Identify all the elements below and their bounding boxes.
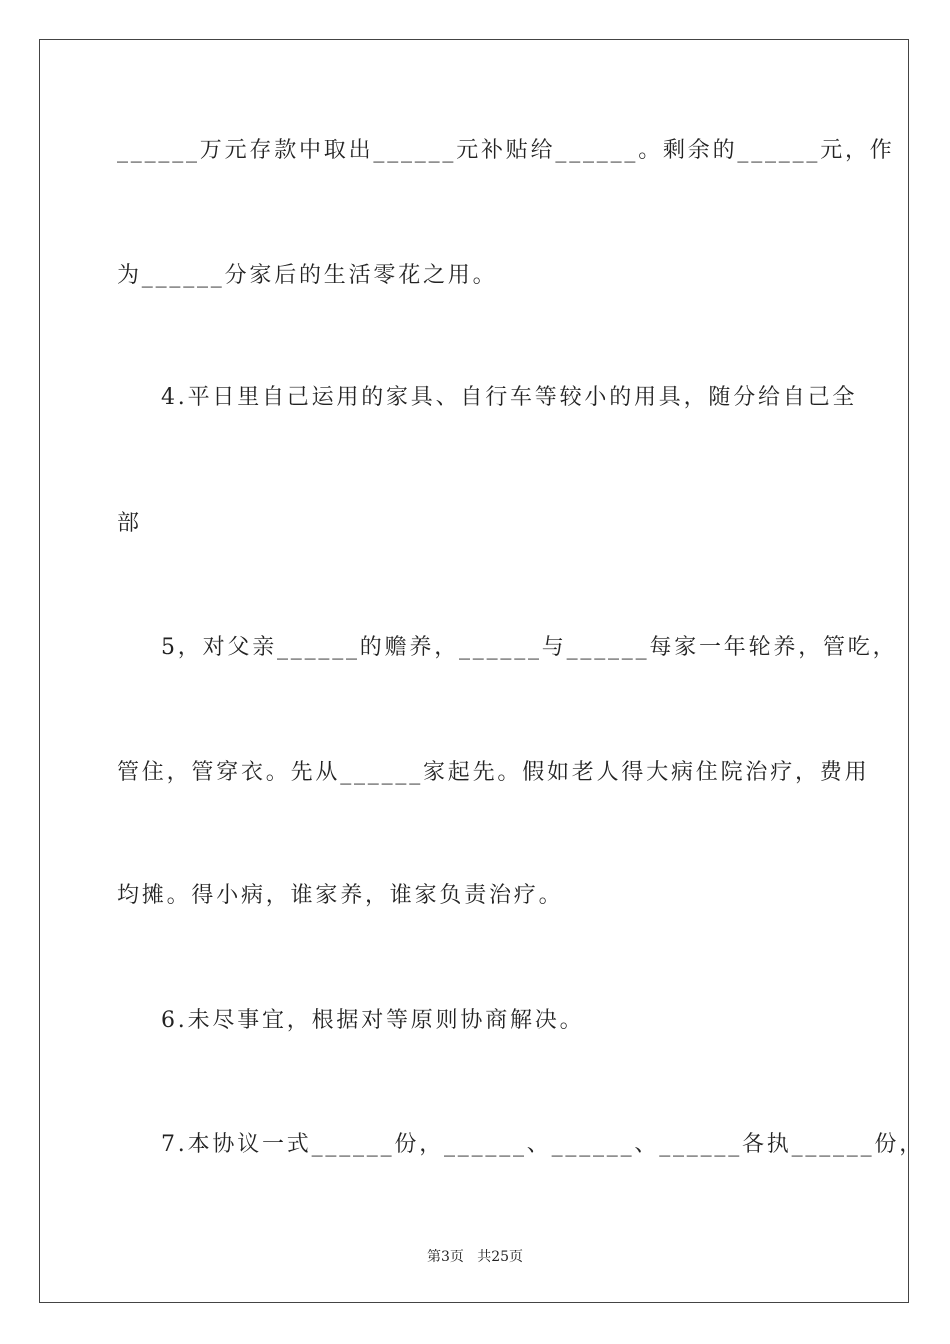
text-line-7: 均摊。得小病，谁家养，谁家负责治疗。 — [117, 883, 564, 908]
text-line-3: 4.平日里自己运用的家具、自行车等较小的用具，随分给自己全 — [161, 385, 858, 410]
text-line-4: 部 — [117, 511, 142, 536]
page-border — [39, 39, 909, 1303]
text-line-8: 6.未尽事宜，根据对等原则协商解决。 — [161, 1008, 585, 1033]
text-line-6: 管住，管穿衣。先从______家起先。假如老人得大病住院治疗，费用 — [117, 760, 870, 785]
text-line-9: 7.本协议一式______份，______、______、______各执______份， — [161, 1132, 924, 1157]
text-line-5: 5，对父亲______的赡养，______与______每家一年轮养，管吃， — [161, 635, 898, 660]
text-line-1: ______万元存款中取出______元补贴给______。剩余的______元，作 — [117, 138, 895, 163]
text-line-2: 为______分家后的生活零花之用。 — [117, 263, 498, 288]
page-number-footer: 第3页 共25页 — [426, 1249, 524, 1265]
